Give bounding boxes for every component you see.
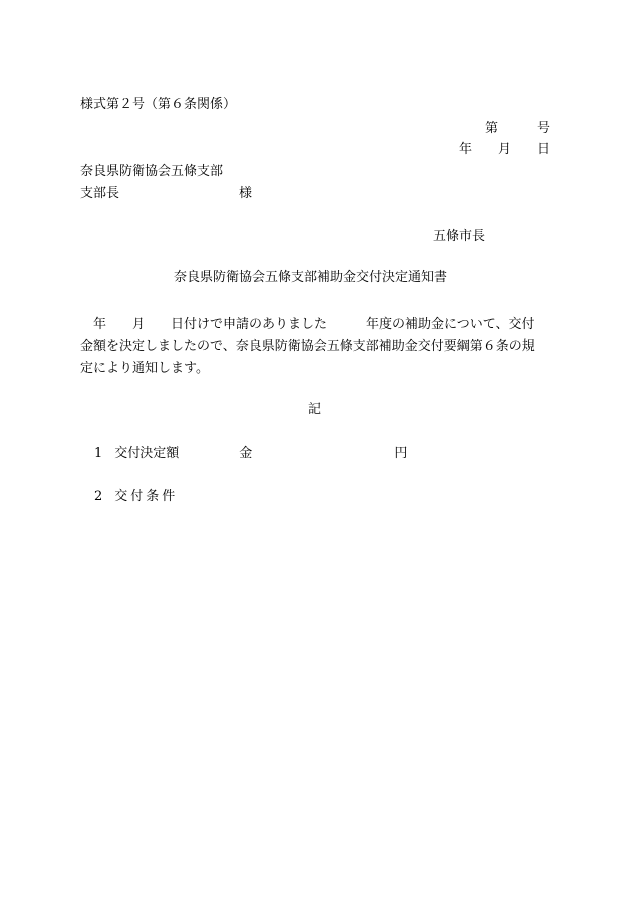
document-number: 第 号 — [484, 121, 550, 136]
sender-name: 五條市長 — [432, 229, 485, 244]
addressee-organization: 奈良県防衛協会五條支部 — [80, 164, 224, 179]
item-label: 交付決定額 — [114, 446, 180, 461]
body-line: 定により通知します。 — [80, 361, 209, 376]
addressee-line — [80, 187, 252, 200]
ki-heading: 記 — [308, 402, 322, 417]
body-line: 年 月 日付けで申請のありました 年度の補助金について、交付 — [80, 317, 535, 332]
item-grant-amount — [94, 447, 407, 460]
addressee-title: 支部長 — [80, 186, 120, 201]
amount-prefix: 金 — [239, 446, 253, 461]
body-paragraph — [80, 314, 552, 380]
item-label: 交付条件 — [114, 489, 179, 504]
body-line: 金額を決定しましたので、奈良県防衛協会五條支部補助金交付要綱第６条の規 — [80, 339, 535, 354]
item-grant-conditions — [94, 490, 178, 503]
addressee-honorific: 様 — [239, 186, 253, 201]
issue-date: 年 月 日 — [458, 142, 550, 157]
document-title: 奈良県防衛協会五條支部補助金交付決定通知書 — [174, 270, 448, 285]
form-number: 様式第２号（第６条関係） — [80, 97, 237, 112]
amount-unit: 円 — [394, 446, 408, 461]
item-number: 2 — [94, 489, 103, 504]
item-number: 1 — [94, 446, 103, 461]
